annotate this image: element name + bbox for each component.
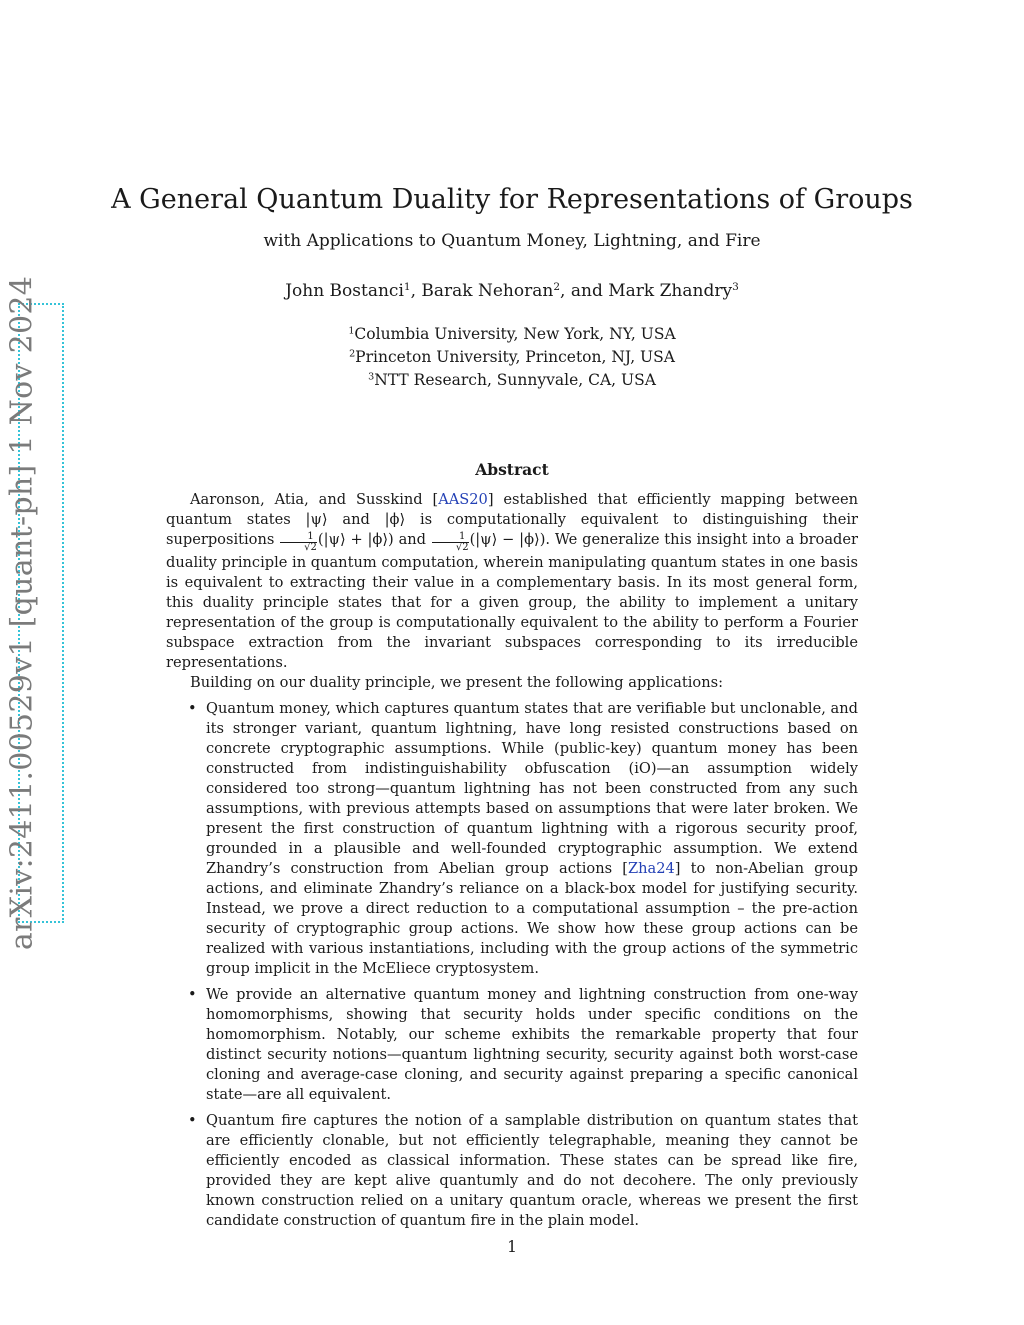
fraction: [432, 532, 469, 553]
abstract-text: Aaronson, Atia, and Susskind [: [190, 491, 439, 508]
author-separator: , and: [560, 281, 609, 301]
affiliation-text: Columbia University, New York, NY, USA: [354, 325, 676, 343]
fraction-numerator: 1: [432, 532, 469, 543]
abstract-text: ] established that efficiently mapping between quantum states |ψ⟩ and |ϕ⟩ is computationally equivalent to distinguishing their superpositions: [166, 491, 859, 548]
affiliation-mark: 3: [368, 371, 375, 383]
author-list: [0, 281, 1024, 301]
paper-subtitle: with Applications to Quantum Money, Lightning, and Fire: [263, 231, 761, 251]
author-name: Barak Nehoran: [421, 281, 554, 301]
affiliation: [0, 348, 1024, 366]
paper-title: A General Quantum Duality for Representations of Groups: [111, 184, 913, 215]
abstract-heading: Abstract: [475, 460, 549, 479]
list-item-text: Quantum money, which captures quantum states that are verifiable but unclonable, and its stronger variant, quantum lightning, have long resisted constructions based on concrete cryptographic assumptions. While (public-key) quantum money has been constructed from indistinguishability obfuscation (iO)—an assumption widely considered too strong—quantum lightning has not been constructed from any such assumptions, with previous attempts based on assumptions that were later broken. We present the first construction of quantum lightning with a rigorous security proof, grounded in a plausible and well-founded cryptographic assumption. We extend Zhandry’s construction from Abelian group actions [: [206, 700, 858, 877]
fraction-denominator: √2: [304, 542, 317, 553]
citation-link[interactable]: Zha24: [627, 860, 675, 877]
affiliation-mark: 2: [349, 348, 356, 360]
affiliation-text: Princeton University, Princeton, NJ, USA: [355, 348, 675, 366]
affiliation: [0, 325, 1024, 343]
bullet-icon: •: [188, 986, 197, 1003]
fraction: [280, 532, 317, 553]
affiliation-text: NTT Research, Sunnyvale, CA, USA: [374, 371, 656, 389]
list-item-text: We provide an alternative quantum money and lightning construction from one-way homomorphisms, showing that security holds under specific conditions on the homomorphism. Notably, our scheme exhibits the remarkable property that four distinct security notions—quantum lightning security, security against both worst-case cloning and average-case cloning, and security against preparing a specific canonical state—are all equivalent.: [206, 986, 858, 1103]
citation-link[interactable]: AAS20: [438, 491, 488, 508]
list-item-text: Quantum fire captures the notion of a samplable distribution on quantum states that are efficiently clonable, but not efficiently telegraphable, meaning they cannot be efficiently encoded as classical information. These states can be spread like fire, provided they are kept alive quantumly and do not decohere. The only previously known construction relied on a unitary quantum oracle, whereas we present the first candidate construction of quantum fire in the plain model.: [206, 1112, 858, 1229]
affiliation-mark: 1: [348, 325, 355, 337]
abstract-text: (|ψ⟩ − |ϕ⟩). We generalize this insight into a broader duality principle in quantum computation, wherein manipulating quantum states in one basis is equivalent to extracting their value in a complementary basis. In its most general form, this duality principle states that for a given group, the ability to implement a unitary representation of the group is computationally equivalent to the ability to perform a Fourier subspace extraction from the invariant subspaces corresponding to its irreducible representations.: [166, 531, 859, 671]
bullet-icon: •: [188, 700, 197, 717]
list-item: [166, 1111, 858, 1231]
list-item: [166, 985, 858, 1105]
affiliation: [0, 371, 1024, 389]
applications-list: [166, 699, 858, 1231]
bullet-icon: •: [188, 1112, 197, 1129]
author-affil-mark: 3: [732, 281, 739, 294]
fraction-denominator: √2: [455, 542, 469, 553]
arxiv-identifier[interactable]: arXiv:2411.00529v1 [quant-ph] 1 Nov 2024: [4, 275, 40, 951]
author-separator: ,: [410, 281, 422, 301]
author-name: John Bostanci: [285, 281, 404, 301]
fraction-numerator: 1: [280, 532, 317, 543]
list-item-text: ] to non-Abelian group actions, and eliminate Zhandry’s reliance on a black-box model for justifying security. Instead, we prove a direct reduction to a computational assumption – the pre-action security of cryptographic group actions. We show how these group actions can be realized with various instantiations, including with the group actions of the symmetric group implicit in the McEliece cryptosystem.: [206, 860, 859, 977]
author-name: Mark Zhandry: [608, 281, 733, 301]
abstract-paragraph: [166, 490, 858, 673]
abstract-text: (|ψ⟩ + |ϕ⟩) and: [317, 531, 431, 548]
author-affil-mark: 2: [553, 281, 561, 294]
author-affil-mark: 1: [403, 281, 411, 294]
abstract-paragraph: Building on our duality principle, we present the following applications:: [190, 674, 723, 691]
page-number: 1: [507, 1238, 517, 1256]
list-item: [166, 699, 858, 979]
abstract-body: [166, 490, 858, 1237]
